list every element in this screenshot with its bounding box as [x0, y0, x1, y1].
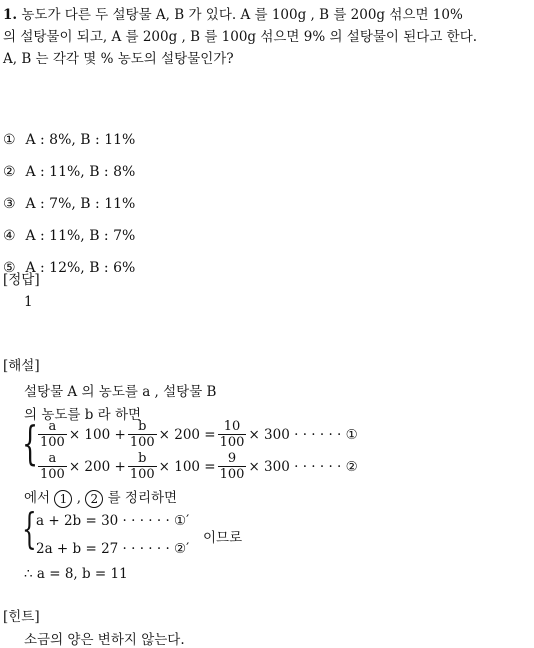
- question-text-1: 농도가 다른 두 설탕물 A, B 가 있다. A 를 100g , B 를 200g 섞으면 10%: [21, 7, 463, 23]
- eq2-frac-b: $\frac{b}{100}$: [129, 451, 155, 482]
- eq2-tail: × 300 · · · · · · ②: [248, 458, 358, 475]
- explanation-line-3: [24, 486, 177, 508]
- eq1-mid-1: × 100 +: [68, 426, 126, 443]
- option-3-mark: ③: [3, 196, 16, 212]
- answer-label: [정답]: [3, 272, 40, 288]
- option-5-text: A : 12%, B : 6%: [25, 260, 136, 276]
- system-brace: {: [22, 504, 37, 553]
- option-4-text: A : 11%, B : 7%: [25, 228, 136, 244]
- line3-suffix: 를 정리하면: [107, 490, 178, 506]
- eq2-mid-1: × 200 +: [68, 458, 126, 475]
- option-1-text: A : 8%, B : 11%: [25, 132, 136, 148]
- eq1-frac-c: $\frac{10}{100}$: [219, 419, 245, 450]
- question-text-2: 의 설탕물이 되고, A 를 200g , B 를 100g 섞으면 9% 의 설탕물이 된다고 한다.: [3, 29, 478, 45]
- eq2-mid-2: × 100 =: [158, 458, 216, 475]
- option-2[interactable]: [3, 164, 135, 180]
- answer-value: 1: [24, 294, 33, 310]
- equation-2: [36, 452, 358, 481]
- system-eq-2: 2a + b = 27 · · · · · · ②′: [36, 541, 190, 557]
- eq1-mid-2: × 200 =: [158, 426, 216, 443]
- option-2-mark: ②: [3, 164, 16, 180]
- option-1-mark: ①: [3, 132, 16, 148]
- equation-1: [36, 420, 358, 449]
- line3-prefix: 에서: [24, 490, 51, 506]
- eq2-frac-a: $\frac{a}{100}$: [40, 451, 65, 482]
- option-3-text: A : 7%, B : 11%: [25, 196, 136, 212]
- explanation-label: [해설]: [3, 358, 40, 374]
- option-4[interactable]: [3, 228, 135, 244]
- hint-label: [힌트]: [3, 609, 40, 625]
- option-2-text: A : 11%, B : 8%: [25, 164, 136, 180]
- left-brace: {: [22, 416, 39, 470]
- question-text-3: A, B 는 각각 몇 % 농도의 설탕물인가?: [3, 51, 234, 67]
- circled-one: 1: [54, 490, 72, 508]
- question-line-1: [3, 3, 463, 23]
- option-1[interactable]: [3, 132, 135, 148]
- line3-comma: ,: [76, 490, 81, 506]
- explanation-line-1: 설탕물 A 의 농도를 a , 설탕물 B: [24, 384, 217, 400]
- option-4-mark: ④: [3, 228, 16, 244]
- eq1-frac-b: $\frac{b}{100}$: [129, 419, 155, 450]
- system-eq-1: a + 2b = 30 · · · · · · ①′: [36, 513, 190, 529]
- eq1-tail: × 300 · · · · · · ①: [248, 426, 358, 443]
- eq2-frac-c: $\frac{9}{100}$: [219, 451, 245, 482]
- explanation-line-2: 의 농도를 b 라 하면: [24, 407, 142, 423]
- system-suffix: 이므로: [203, 530, 243, 546]
- circled-two: 2: [85, 490, 103, 508]
- option-3[interactable]: [3, 196, 135, 212]
- option-5-mark: ⑤: [3, 260, 16, 276]
- explanation-result: ∴ a = 8, b = 11: [24, 566, 128, 582]
- eq1-frac-a: $\frac{a}{100}$: [40, 419, 65, 450]
- question-number: 1.: [3, 7, 18, 23]
- hint-text: 소금의 양은 변하지 않는다.: [24, 632, 185, 648]
